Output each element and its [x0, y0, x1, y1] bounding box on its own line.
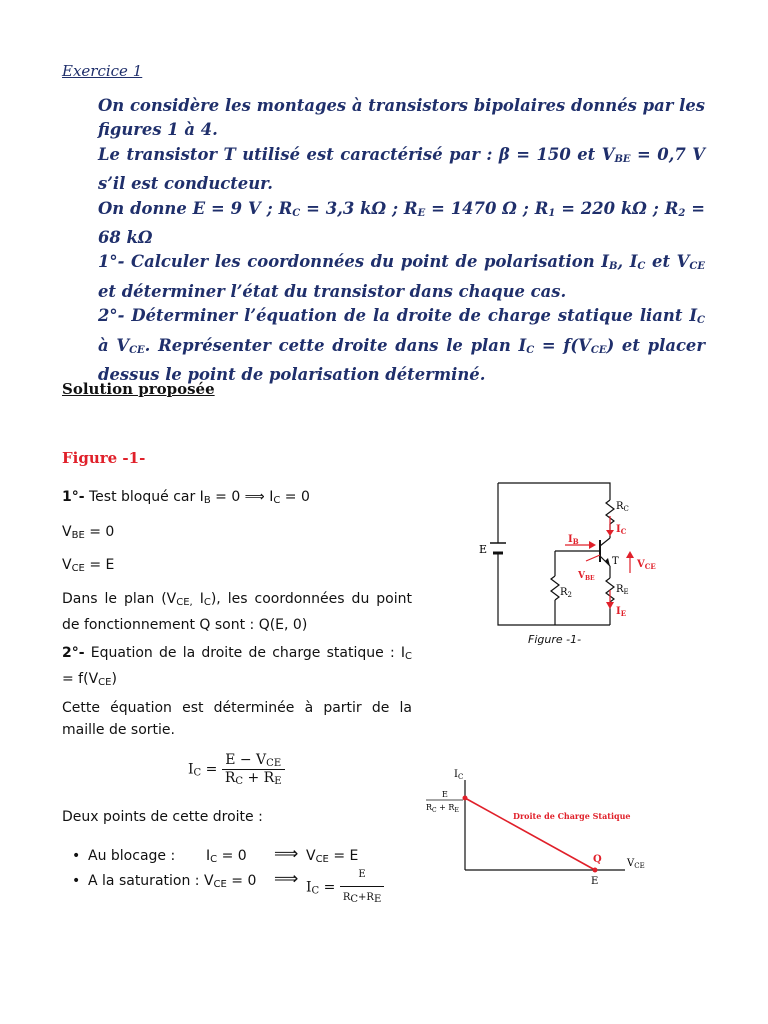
- bullet-blocage: • Au blocage : $I_C = 0$ ⟹ $V_{CE} = E$: [88, 845, 418, 867]
- question-1: 1°- Calculer les coordonnées du point de polarisation $I_B$, $I_C$ et $V_{CE}$ et déterminer l’état du transistor dans chaque cas.: [98, 252, 705, 301]
- ic-arrow-icon: [606, 530, 614, 536]
- figure-1-title: Figure -1-: [62, 449, 146, 467]
- ic-label: $I_C$: [616, 524, 627, 536]
- transistor-label: T: [612, 556, 619, 567]
- vce-label: $V_{CE}$: [637, 559, 656, 571]
- ie-label: $I_E$: [616, 606, 627, 618]
- ie-arrow-icon: [606, 602, 614, 609]
- y-mark-num: E: [442, 790, 448, 799]
- vbe-label: $V_{BE}$: [578, 571, 595, 582]
- ib-arrow-icon: [589, 541, 596, 549]
- exercise-title: Exercice 1: [62, 62, 143, 80]
- load-line: [465, 798, 595, 870]
- question-2: 2°- Déterminer l’équation de la droite de charge statique liant $I_C$ à $V_{CE}$. Représenter cette droite dans le plan $I_C = f(V_{CE})$ et placer dessus le point de polarisation déterminé.: [98, 306, 705, 385]
- load-line-equation: $I_C$ = $\frac{E - V_{CE}}{R_C + R_E}$: [188, 752, 285, 787]
- ib-label: $I_B$: [568, 534, 579, 546]
- source-label: E: [479, 543, 488, 556]
- mesh-text: Cette équation est déterminée à partir de la maille de sortie.: [62, 700, 412, 738]
- vbe-result: $V_{BE} = 0$: [62, 524, 115, 541]
- saturation-point: [463, 796, 468, 801]
- x-mark: E: [591, 876, 599, 887]
- exercise-statement: [98, 94, 705, 387]
- y-mark-den: $R_C + R_E$: [426, 803, 459, 814]
- vce-result: $V_{CE} = E$: [62, 557, 115, 574]
- re-label: $R_E$: [616, 584, 629, 596]
- vce-arrow-icon: [626, 551, 634, 558]
- load-line-label: Droite de Charge Statique: [513, 811, 631, 821]
- step-2: 2°- Equation de la droite de charge statique : $I_C = f(V_{CE})$: [62, 645, 412, 688]
- statement-line-2: Le transistor T utilisé est caractérisé par : β = 150 et $V_{BE} = 0,7$ V s’il est conducteur.: [98, 144, 705, 194]
- statement-line-3: On donne E = 9 V ; $R_C = 3,3$ kΩ ; $R_E = 1470$ Ω ; $R_1 = 220$ kΩ ; $R_2 = 68$ kΩ: [98, 198, 705, 248]
- circuit-caption: Figure -1-: [528, 633, 582, 646]
- x-axis-label: $V_{CE}$: [627, 858, 645, 870]
- step-1: 1°- Test bloqué car $I_B = 0$ ⟹ $I_C = 0$: [62, 489, 310, 506]
- solution-title: Solution proposée: [62, 380, 215, 398]
- rc-label: $R_C$: [616, 501, 629, 513]
- q-point: [593, 868, 598, 873]
- bullet-saturation: • A la saturation : $V_{CE} = 0$ ⟹ $I_C$ = $\frac{E}{R_C+R_E}$: [88, 870, 418, 896]
- two-points-text: Deux points de cette droite :: [62, 809, 263, 825]
- circuit-diagram: [470, 478, 670, 633]
- load-line-graph: [420, 762, 660, 892]
- q-point-label: Q: [593, 854, 602, 865]
- r2-label: $R_2$: [560, 587, 572, 599]
- y-axis-label: $I_C$: [454, 769, 464, 781]
- statement-line-1: On considère les montages à transistors bipolaires donnés par les figures 1 à 4.: [98, 96, 705, 140]
- operating-point-text: Dans le plan ($V_{CE,}$ $I_C$), les coordonnées du point de fonctionnement Q sont : Q(E, 0): [62, 591, 412, 633]
